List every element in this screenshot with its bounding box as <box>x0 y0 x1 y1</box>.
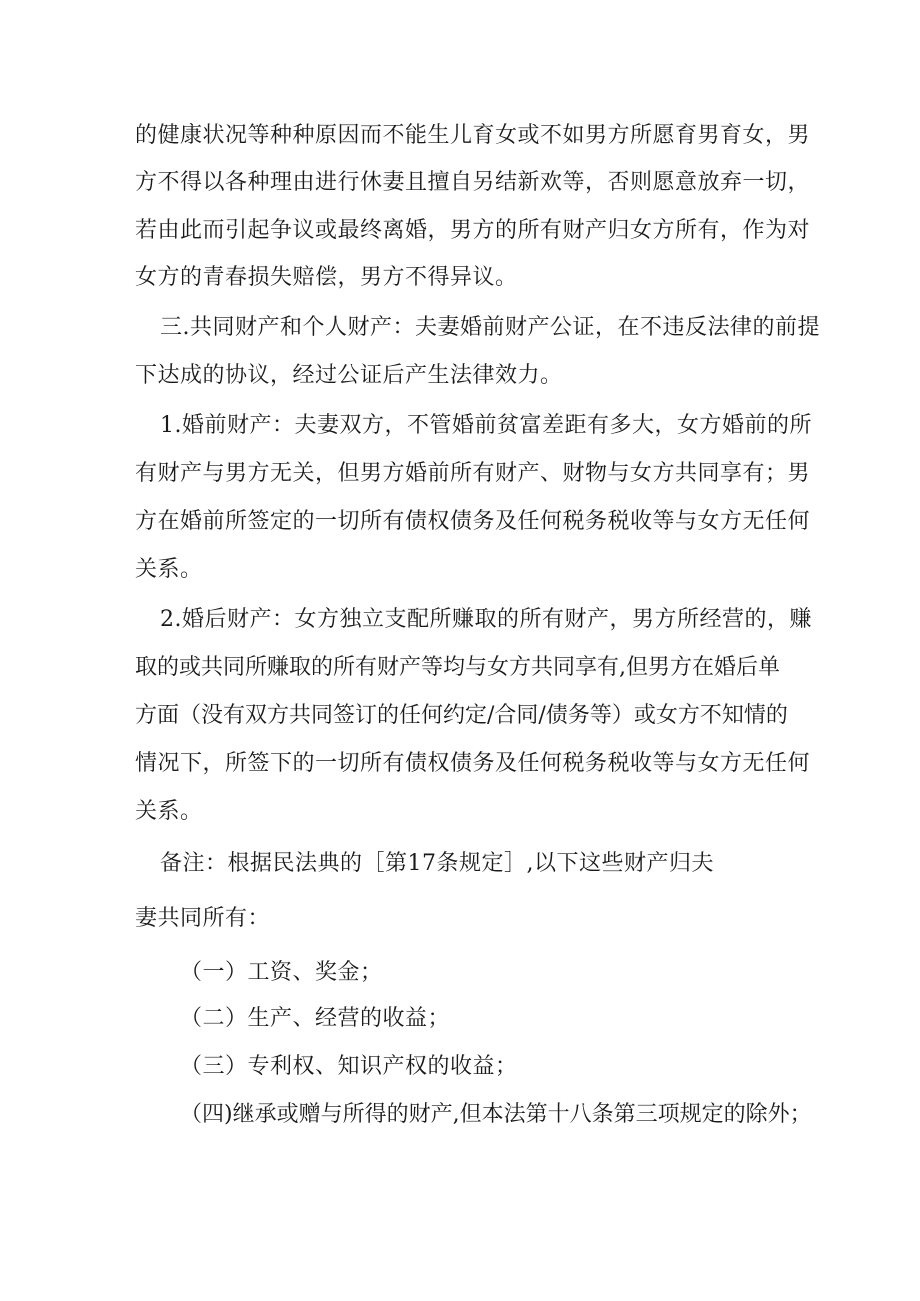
list-item-line: （二）生产、经营的收益； <box>180 1006 451 1031</box>
list-item-line: 1.婚前财产：夫妻双方，不管婚前贫富差距有多大，女方婚前的所 <box>160 413 812 438</box>
paragraph-line: 方在婚前所签定的一切所有债权债务及任何税务税收等与女方无任何 <box>135 509 811 534</box>
paragraph-line: 取的或共同所赚取的所有财产等均与女方共同享有,但男方在婚后单 <box>135 655 780 680</box>
paragraph-line: 女方的青春损失赔偿，男方不得异议。 <box>135 265 518 290</box>
paragraph-line: 方不得以各种理由进行休妻且擅自另结新欢等，否则愿意放弃一切， <box>135 170 811 195</box>
note-line: 备注：根据民法典的［第17条规定］,以下这些财产归夫 <box>160 851 714 876</box>
list-item-line: （一）工资、奖金； <box>180 960 383 985</box>
paragraph-line: 关系。 <box>135 557 203 582</box>
paragraph-line: 有财产与男方无关，但男方婚前所有财产、财物与女方共同享有；男 <box>135 461 811 486</box>
paragraph-line: 下达成的协议，经过公证后产生法律效力。 <box>135 363 563 388</box>
paragraph-line: 的健康状况等种种原因而不能生儿育女或不如男方所愿育男育女，男 <box>135 123 811 148</box>
list-item-line: （三）专利权、知识产权的收益； <box>180 1054 518 1079</box>
list-item-line: 2.婚后财产：女方独立支配所赚取的所有财产，男方所经营的，赚 <box>160 607 812 632</box>
note-line: 妻共同所有： <box>135 906 271 931</box>
paragraph-line: 情况下，所签下的一切所有债权债务及任何税务税收等与女方无任何 <box>135 751 811 776</box>
paragraph-line: 若由此而引起争议或最终离婚，男方的所有财产归女方所有，作为对 <box>135 218 811 243</box>
paragraph-line: 关系。 <box>135 799 203 824</box>
section-heading-line: 三.共同财产和个人财产：夫妻婚前财产公证，在不违反法律的前提 <box>160 315 820 340</box>
paragraph-line: 方面（没有双方共同签订的任何约定/合同/债务等）或女方不知情的 <box>135 703 788 728</box>
list-item-line: （四)继承或赠与所得的财产,但本法第十八条第三项规定的除外； <box>180 1102 812 1127</box>
